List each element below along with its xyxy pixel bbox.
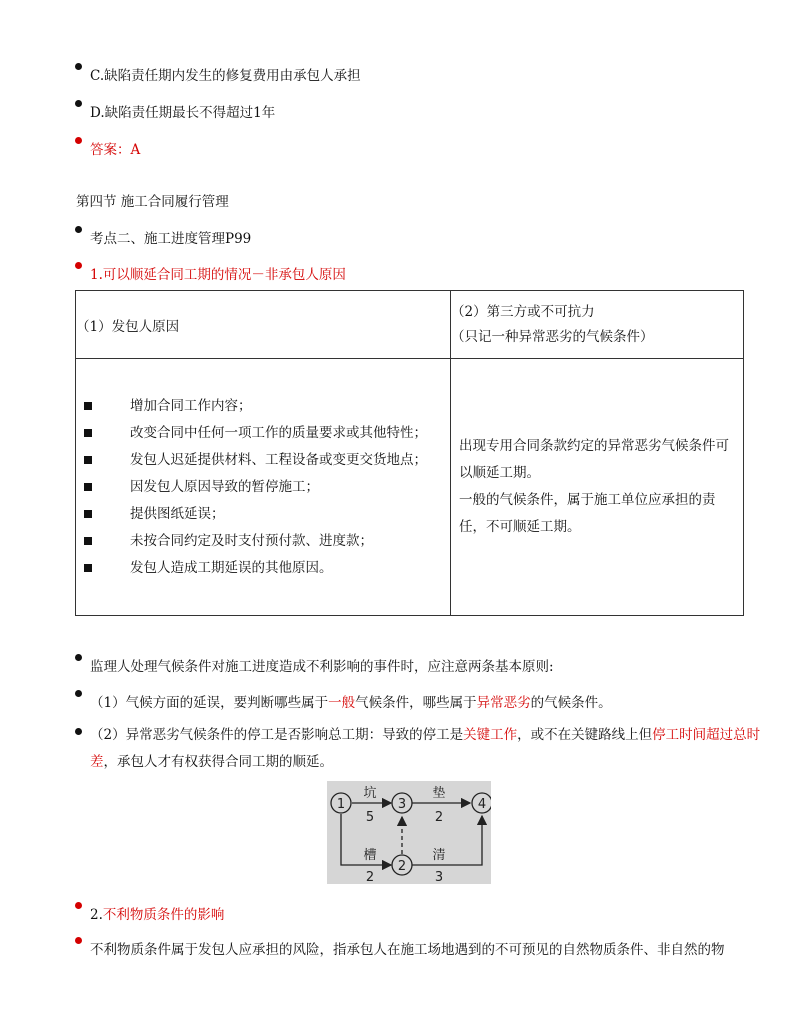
principle-1 <box>76 691 612 711</box>
header-third-party-line1: （2）第三方或不可抗力 <box>451 303 595 320</box>
principles-intro-text: 监理人处理气候条件对施工进度造成不利影响的事件时，应注意两条基本原则: <box>90 659 554 675</box>
bullet-icon <box>75 100 82 107</box>
option-c <box>76 64 361 84</box>
list-item-text: 发包人造成工期延误的其他原因。 <box>130 559 333 576</box>
item-2 <box>76 903 225 923</box>
answer-text: 答案：A <box>90 142 141 158</box>
list-item-text: 因发包人原因导致的暂停施工； <box>130 478 319 495</box>
square-bullet-icon <box>84 537 92 545</box>
node-4-label: 4 <box>477 797 487 812</box>
principle-2-a: （2）异常恶劣气候条件的停工是否影响总工期：导致的停工是 <box>90 727 464 743</box>
principle-1-text <box>90 695 612 711</box>
key-point-text: 考点二、施工进度管理P99 <box>90 231 252 247</box>
activity-duration: 3 <box>434 870 444 884</box>
list-item <box>84 555 450 582</box>
key-point <box>76 227 252 247</box>
list-item-text: 增加合同工作内容； <box>130 397 252 414</box>
bullet-icon <box>75 937 82 944</box>
option-d <box>76 101 276 121</box>
owner-cause-list <box>76 393 450 582</box>
principle-1-highlight-severe: 异常恶劣 <box>476 695 531 711</box>
item-2-title: 不利物质条件的影响 <box>102 907 225 923</box>
principle-1-highlight-general: 一般 <box>328 695 356 711</box>
owner-cause-list-cell <box>76 359 451 616</box>
list-item <box>84 447 450 474</box>
square-bullet-icon <box>84 483 92 491</box>
activity-duration: 5 <box>365 810 375 825</box>
node-2-label: 2 <box>397 859 407 874</box>
weather-paragraph-2: 一般的气候条件，属于施工单位应承担的责任，不可顺延工期。 <box>459 492 716 535</box>
list-item <box>84 474 450 501</box>
principle-2-highlight-critical: 关键工作 <box>463 727 518 743</box>
activity-name: 槽 <box>363 848 377 863</box>
activity-duration: 2 <box>434 810 444 825</box>
square-bullet-icon <box>84 456 92 464</box>
header-third-party-line2: （只记一种异常恶劣的气候条件） <box>451 328 654 345</box>
principles-intro <box>76 655 554 675</box>
list-item-text: 提供图纸延误； <box>130 505 225 522</box>
activity-name: 清 <box>432 848 446 863</box>
item-2-text <box>90 907 224 923</box>
last-paragraph <box>76 938 725 958</box>
activity-name: 垫 <box>432 786 446 801</box>
header-owner-cause <box>76 291 451 359</box>
option-c-text: C.缺陷责任期内发生的修复费用由承包人承担 <box>90 68 361 84</box>
arrow-2-4 <box>412 816 482 865</box>
principle-2-text <box>90 722 762 776</box>
bullet-icon <box>75 262 82 269</box>
list-item-text: 改变合同中任何一项工作的质量要求或其他特性； <box>130 424 427 441</box>
list-item-text: 发包人迟延提供材料、工程设备或变更交货地点； <box>130 451 427 468</box>
principle-1-c: 气候条件，哪些属于 <box>355 695 477 711</box>
principle-2 <box>76 722 761 776</box>
item-1-text: 1.可以顺延合同工期的情况－非承包人原因 <box>90 267 346 283</box>
extension-table <box>75 290 744 616</box>
activity-duration: 2 <box>365 870 375 884</box>
principle-1-a: （1）气候方面的延误，要判断哪些属于 <box>90 695 329 711</box>
last-paragraph-text: 不利物质条件属于发包人应承担的风险，指承包人在施工场地遇到的不可预见的自然物质条件、非自然的物 <box>90 942 725 958</box>
square-bullet-icon <box>84 429 92 437</box>
bullet-icon <box>75 654 82 661</box>
square-bullet-icon <box>84 564 92 572</box>
principle-2-c: ，或不在关键路线上但 <box>517 727 653 743</box>
option-d-text: D.缺陷责任期最长不得超过1年 <box>90 105 276 121</box>
header-owner-cause-text: （1）发包人原因 <box>76 318 180 335</box>
bullet-icon <box>75 226 82 233</box>
bullet-icon <box>75 137 82 144</box>
node-1-label: 1 <box>336 797 346 812</box>
principle-2-e: ，承包人才有权获得合同工期的顺延。 <box>103 754 333 770</box>
list-item <box>84 420 450 447</box>
section-title <box>76 190 229 210</box>
bullet-icon <box>75 902 82 909</box>
network-diagram-svg <box>327 781 491 884</box>
weather-paragraph-1: 出现专用合同条款约定的异常恶劣气候条件可以顺延工期。 <box>459 438 729 481</box>
activity-name: 坑 <box>363 786 377 801</box>
node-3-label: 3 <box>397 797 407 812</box>
bullet-icon <box>75 690 82 697</box>
square-bullet-icon <box>84 510 92 518</box>
list-item <box>84 393 450 420</box>
answer <box>76 138 141 158</box>
list-item-text: 未按合同约定及时支付预付款、进度款； <box>130 532 373 549</box>
section-title-text: 第四节 施工合同履行管理 <box>76 194 229 210</box>
list-item <box>84 528 450 555</box>
item-1 <box>76 263 346 283</box>
header-third-party <box>451 291 744 359</box>
principle-2-highlight-float: 停工时间超过总时差 <box>90 727 761 770</box>
weather-cell <box>451 359 744 616</box>
item-2-number: 2. <box>90 907 103 923</box>
weather-text <box>451 433 743 541</box>
bullet-icon <box>75 63 82 70</box>
network-diagram <box>327 781 491 884</box>
bullet-icon <box>75 728 82 735</box>
square-bullet-icon <box>84 402 92 410</box>
list-item <box>84 501 450 528</box>
principle-1-e: 的气候条件。 <box>530 695 612 711</box>
